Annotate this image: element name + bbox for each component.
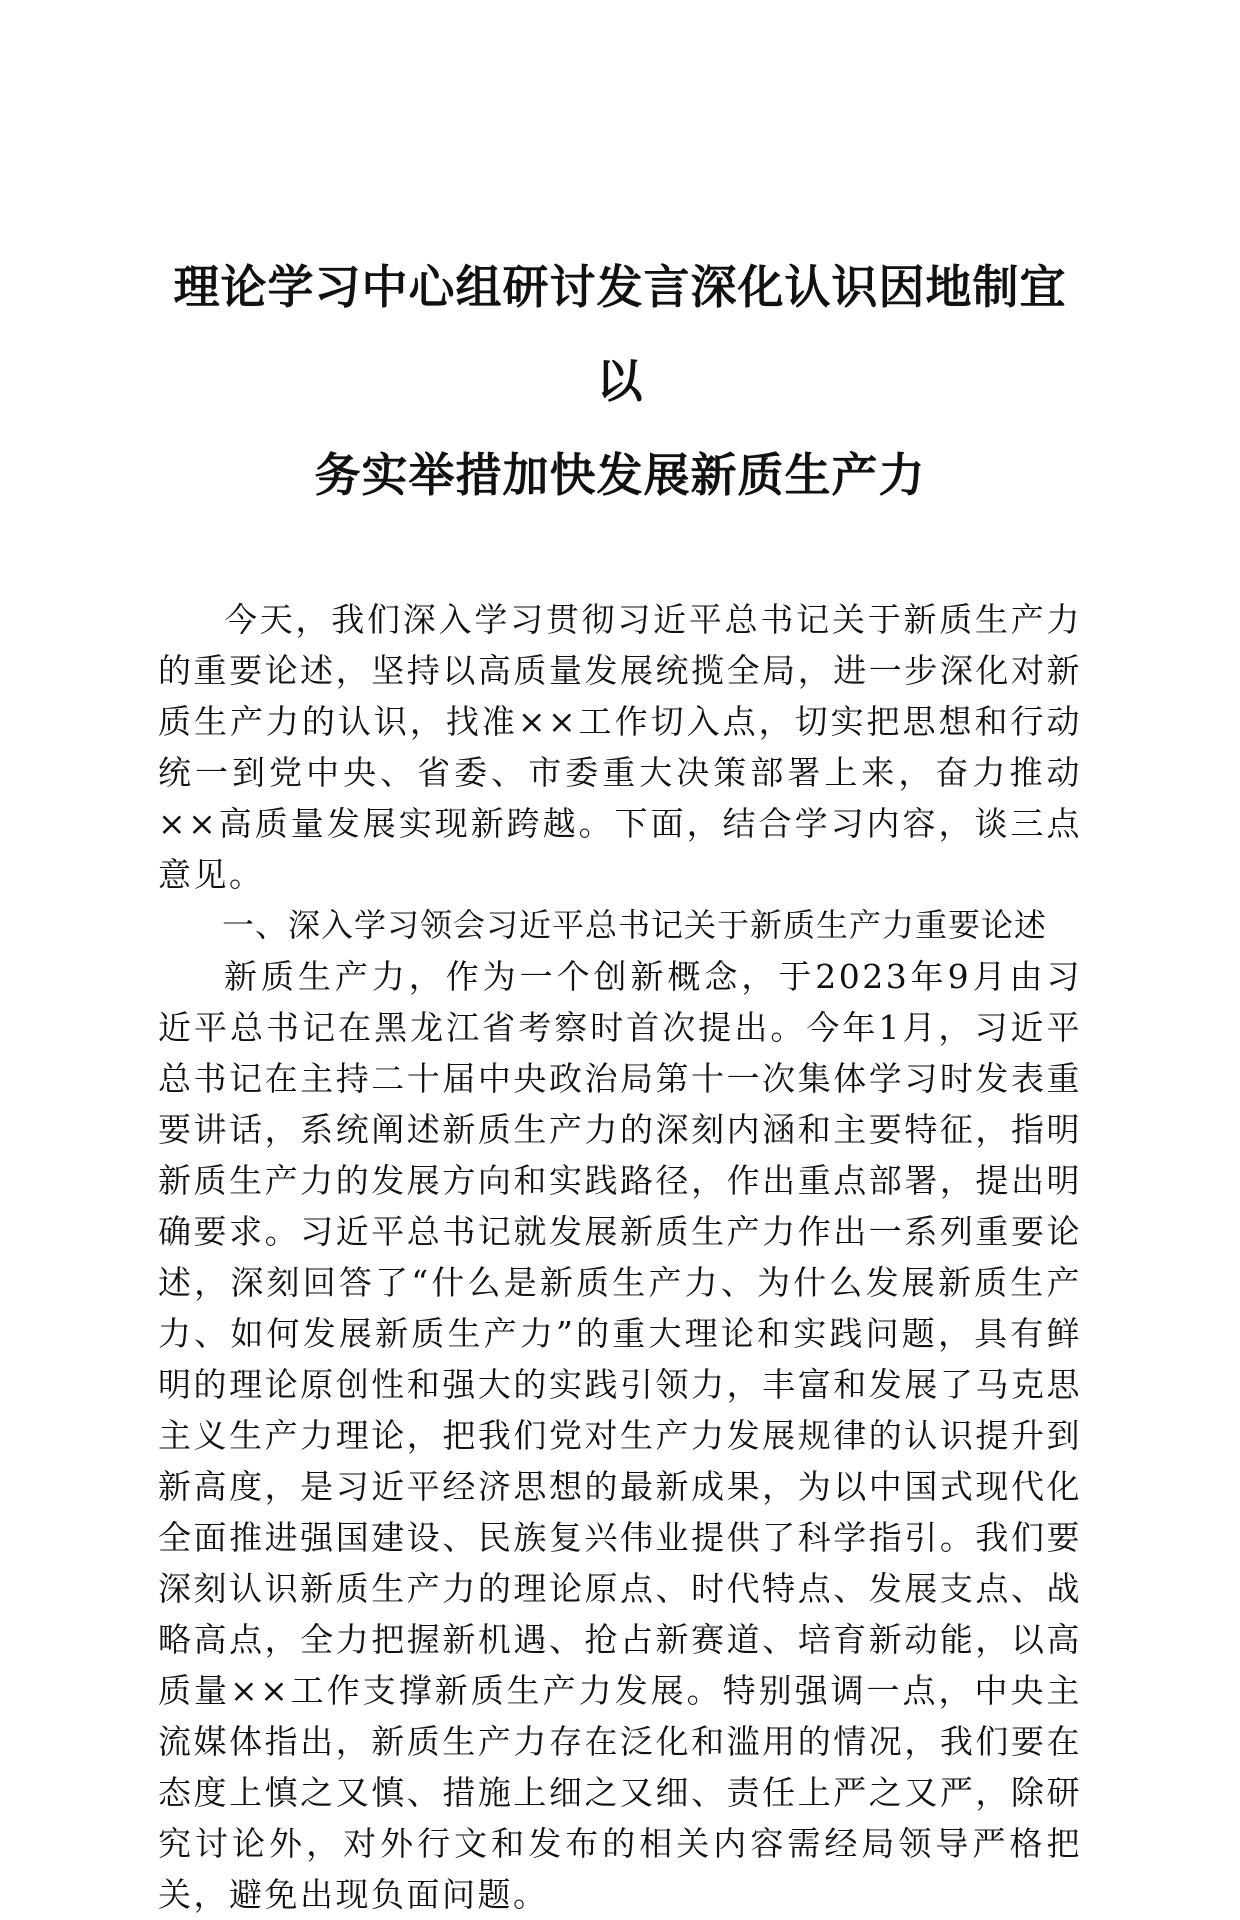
title-line-1: 理论学习中心组研讨发言深化认识因地制宜以 [173, 260, 1067, 408]
section-1-heading: 一、深入学习领会习近平总书记关于新质生产力重要论述 [222, 906, 1048, 944]
document-page [158, 240, 1082, 1920]
document-body [158, 594, 1082, 1920]
section-1-paragraph: 新质生产力，作为一个创新概念，于2023年9月由习近平总书记在黑龙江省考察时首次提出。今年1月，习近平总书记在主持二十届中央政治局第十一次集体学习时发表重要讲话，系统阐述新质生产力的深刻内涵和主要特征，指明新质生产力的发展方向和实践路径，作出重点部署，提出明确要求。习近平总书记就发展新质生产力作出一系列重要论述，深刻回答了“什么是新质生产力、为什么发展新质生产力、如何发展新质生产力”的重大理论和实践问题，具有鲜明的理论原创性和强大的实践引领力，丰富和发展了马克思主义生产力理论，把我们党对生产力发展规律的认识提升到新高度，是习近平经济思想的最新成果，为以中国式现代化全面推进强国建设、民族复兴伟业提供了科学指引。我们要深刻认识新质生产力的理论原点、时代特点、发展支点、战略高点，全力把握新机遇、抢占新赛道、培育新动能，以高质量××工作支撑新质生产力发展。特别强调一点，中央主流媒体指出，新质生产力存在泛化和滥用的情况，我们要在态度上慎之又慎、措施上细之又细、责任上严之又严，除研究讨论外，对外行文和发布的相关内容需经局领导严格把关，避免出现负面问题。 [158, 957, 1082, 1914]
intro-paragraph: 今天，我们深入学习贯彻习近平总书记关于新质生产力的重要论述，坚持以高质量发展统揽全局，进一步深化对新质生产力的认识，找准××工作切入点，切实把思想和行动统一到党中央、省委、市委重大决策部署上来，奋力推动××高质量发展实现新跨越。下面，结合学习内容，谈三点意见。 [158, 600, 1082, 894]
document-title [158, 240, 1082, 522]
title-line-2: 务实举措加快发展新质生产力 [314, 448, 926, 502]
